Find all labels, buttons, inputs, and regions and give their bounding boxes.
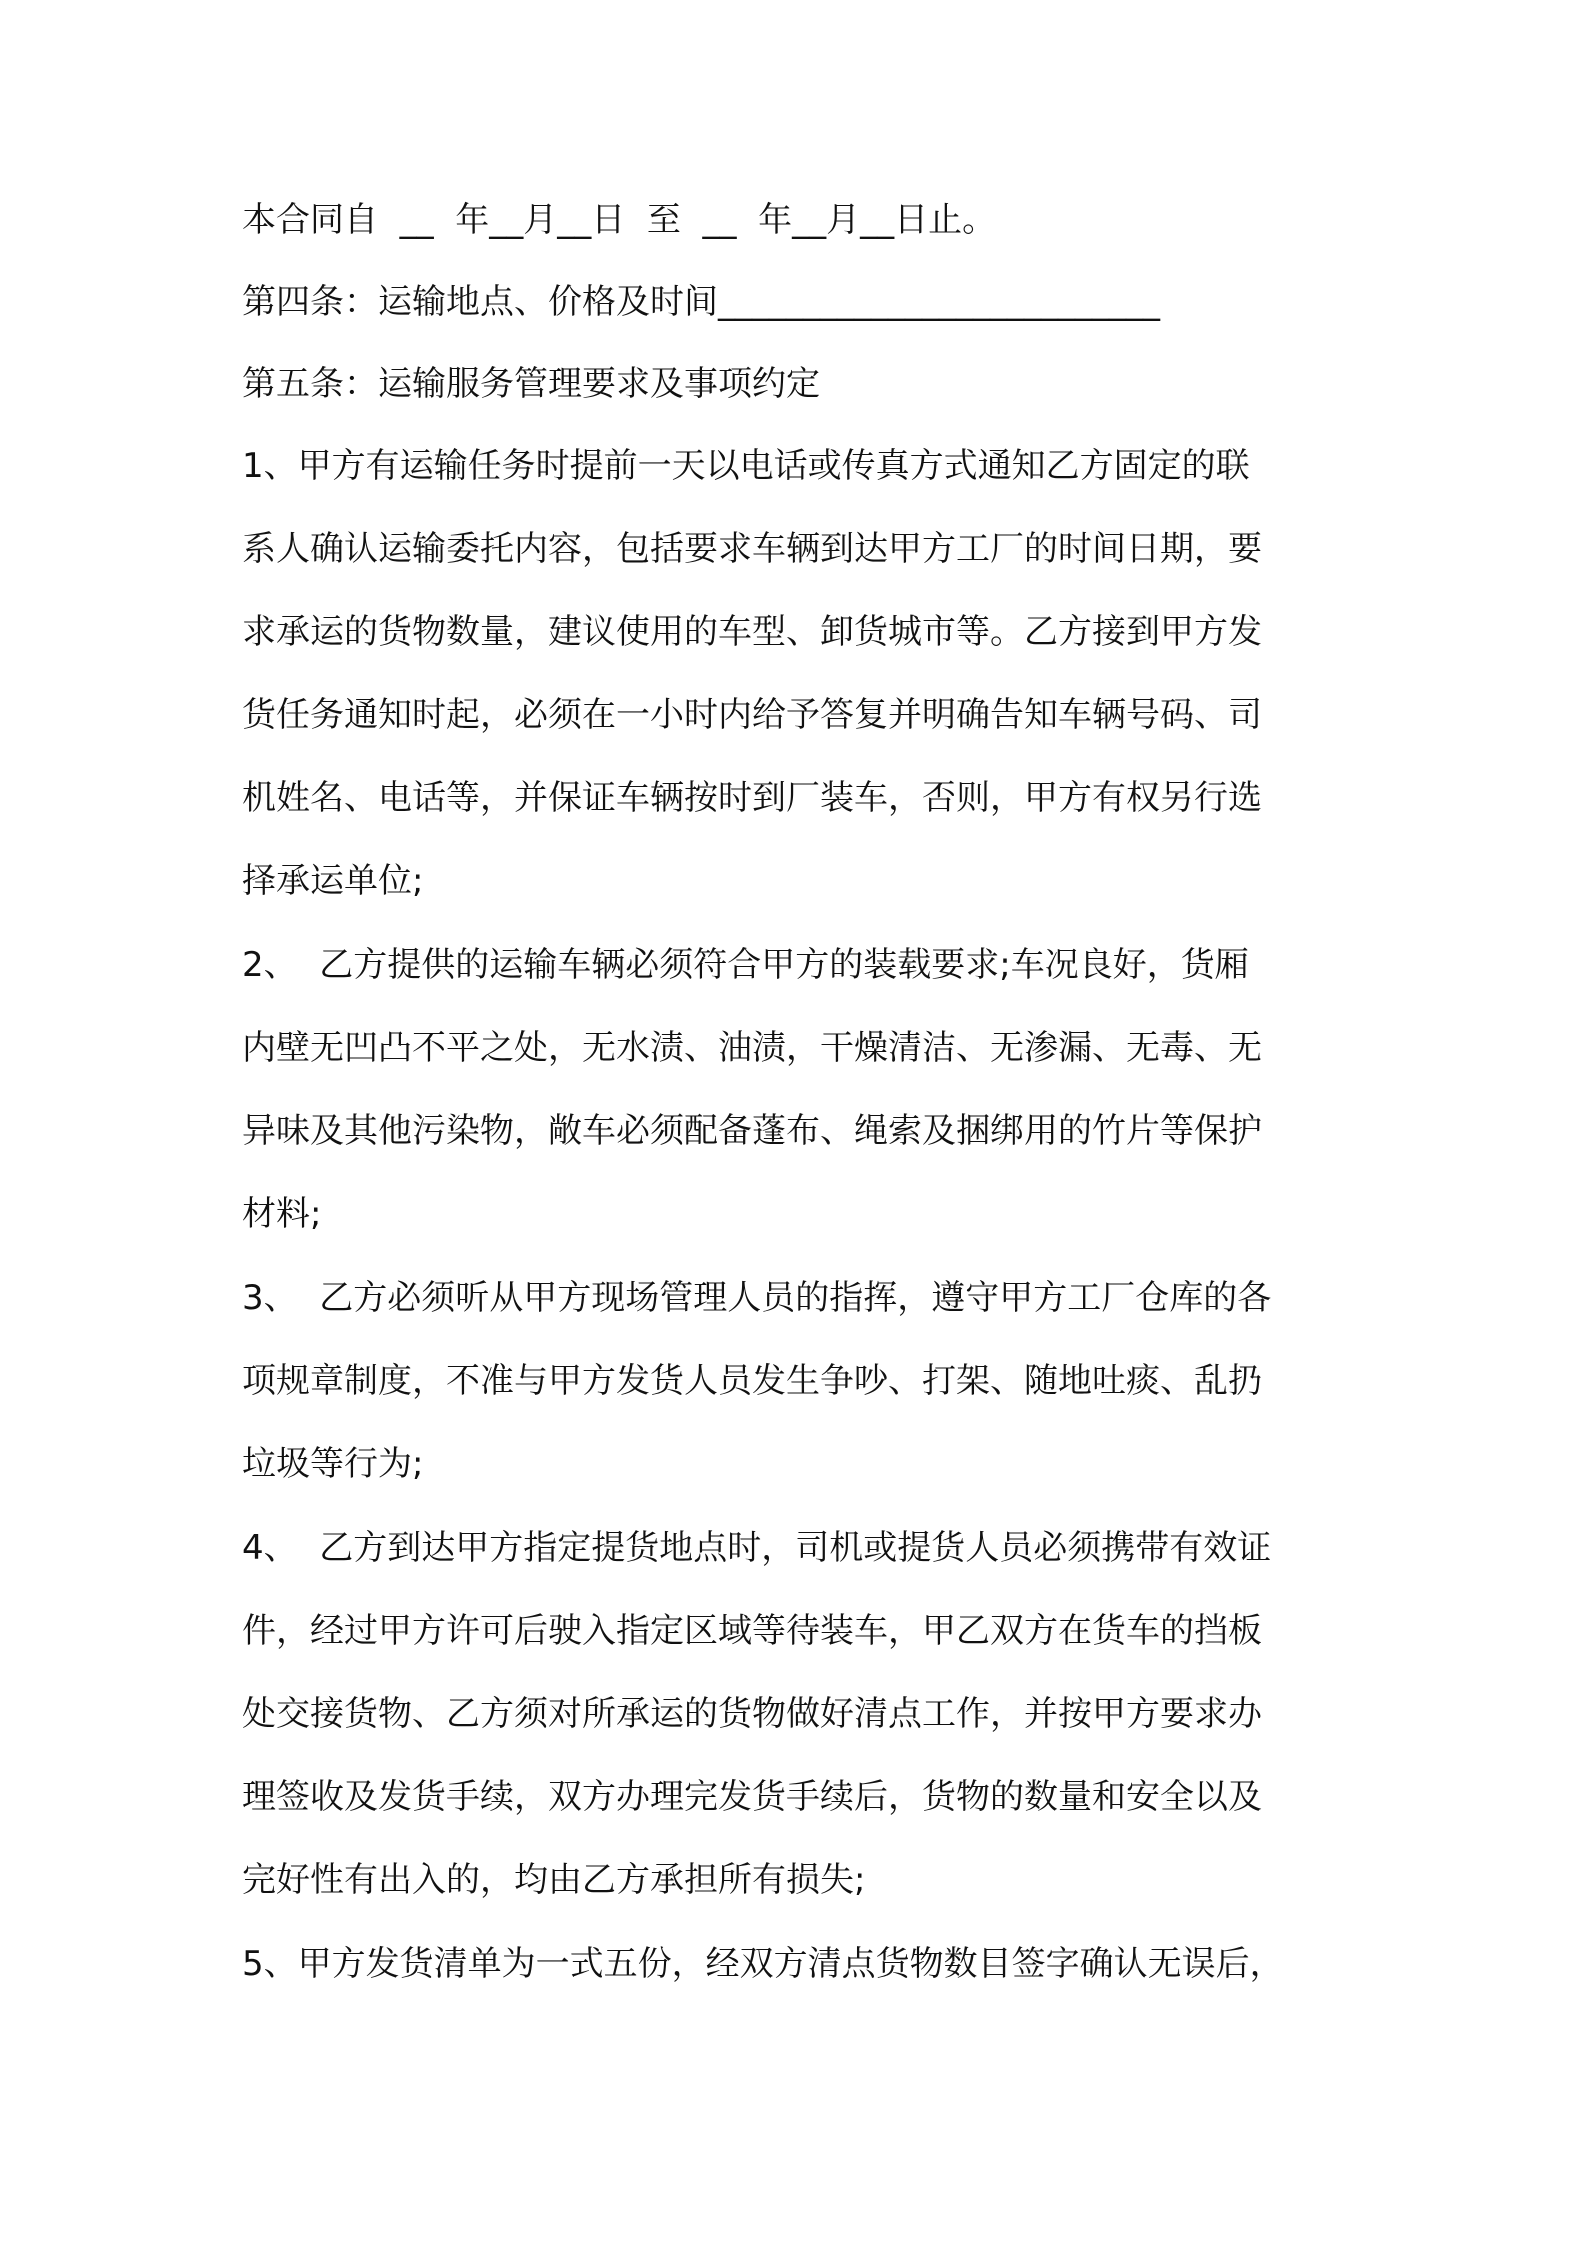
clause-4-line-1: 4、 乙方到达甲方指定提货地点时，司机或提货人员必须携带有效证 [242,1528,1272,1568]
clause-4-line-4: 理签收及发货手续，双方办理完发货手续后，货物的数量和安全以及 [242,1777,1262,1817]
clause-4-line-3: 处交接货物、乙方须对所承运的货物做好清点工作，并按甲方要求办 [242,1694,1262,1734]
clause-5-line-1: 5、甲方发货清单为一式五份，经双方清点货物数目签字确认无误后， [242,1944,1284,1984]
clause-3-line-2: 项规章制度，不准与甲方发货人员发生争吵、打架、随地吐痰、乱扔 [242,1361,1262,1401]
clause-4-line-5: 完好性有出入的，均由乙方承担所有损失; [242,1860,866,1900]
contract-term-line: 本合同自 __ 年__月__日 至 __ 年__月__日止。 [242,200,997,240]
document-body [242,200,1362,1984]
clause-1-line-1: 1、甲方有运输任务时提前一天以电话或传真方式通知乙方固定的联 [242,446,1250,486]
clause-2-line-4: 材料; [242,1194,322,1234]
clause-1-line-4: 货任务通知时起，必须在一小时内给予答复并明确告知车辆号码、司 [242,695,1262,735]
clause-1-line-3: 求承运的货物数量，建议使用的车型、卸货城市等。乙方接到甲方发 [242,612,1262,652]
article-4-heading: 第四条：运输地点、价格及时间__________________________ [242,282,1160,322]
clause-1-line-2: 系人确认运输委托内容，包括要求车辆到达甲方工厂的时间日期，要 [242,529,1262,569]
clause-2-line-1: 2、 乙方提供的运输车辆必须符合甲方的装载要求;车况良好，货厢 [242,945,1249,985]
clause-2-line-3: 异味及其他污染物，敞车必须配备蓬布、绳索及捆绑用的竹片等保护 [242,1111,1262,1151]
article-5-heading: 第五条：运输服务管理要求及事项约定 [242,364,820,404]
clause-2-line-2: 内壁无凹凸不平之处，无水渍、油渍，干燥清洁、无渗漏、无毒、无 [242,1028,1262,1068]
clause-4-line-2: 件，经过甲方许可后驶入指定区域等待装车，甲乙双方在货车的挡板 [242,1611,1262,1651]
clause-1-line-5: 机姓名、电话等，并保证车辆按时到厂装车，否则，甲方有权另行选 [242,778,1262,818]
clause-3-line-3: 垃圾等行为; [242,1444,424,1484]
clause-1-line-6: 择承运单位; [242,861,424,901]
clause-3-line-1: 3、 乙方必须听从甲方现场管理人员的指挥，遵守甲方工厂仓库的各 [242,1278,1272,1318]
